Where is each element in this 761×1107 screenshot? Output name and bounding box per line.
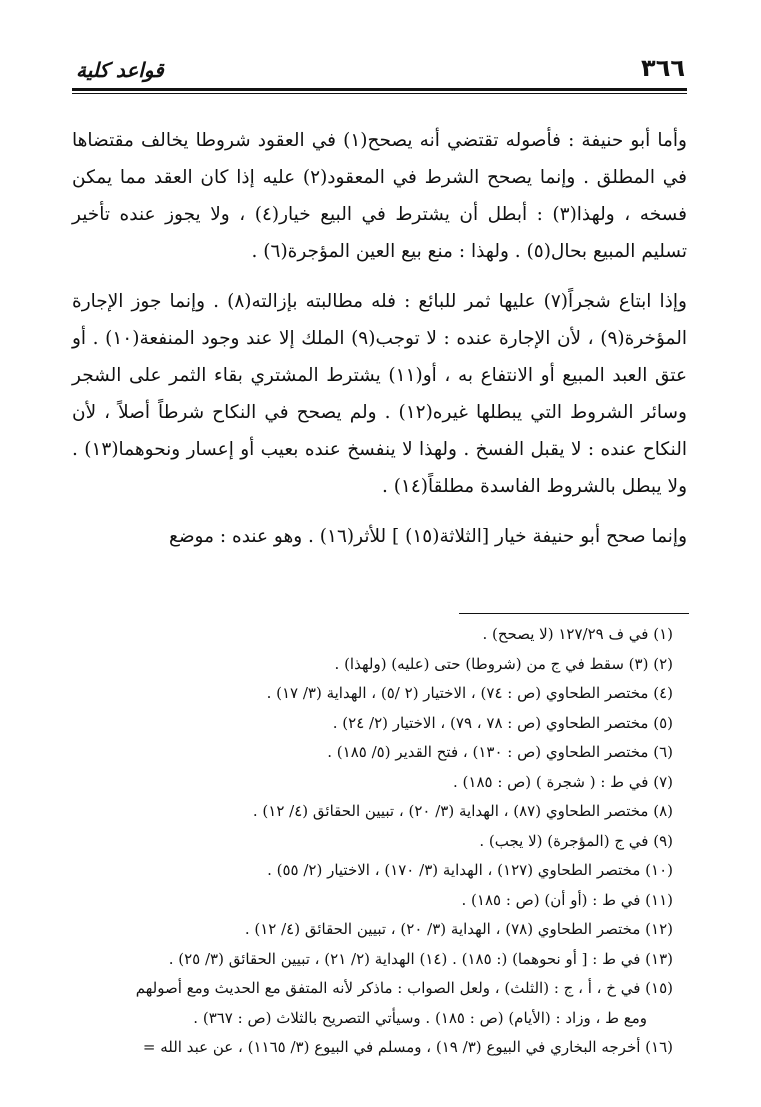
footnote-4: (٤) مختصر الطحاوي (ص : ٧٤) ، الاختيار (٢ /٥) ، الهداية (٣/ ١٧) . [266,684,673,702]
footnote-1: (١) في ف ١٢٧/٢٩ (لا يصحح) . [482,625,673,643]
footnotes [72,620,687,1063]
footnote-8: (٨) مختصر الطحاوي (٨٧) ، الهداية (٣/ ٢٠) ، تبيين الحقائق (٤/ ١٢) . [252,802,673,820]
running-header [72,40,687,86]
footnote-15-continued: ومع ط ، وزاد : (الأيام) (ص : ١٨٥) . وسيأتي التصريح بالثلاث (ص : ٣٦٧) . [193,1008,647,1027]
footnote-9: (٩) في ج (المؤجرة) (لا يجب) . [479,831,673,850]
footnote-16: (١٦) أخرجه البخاري في البيوع (٣/ ١٩) ، ومسلم في البيوع (٣/ ١١٦٥) ، عن عبد الله = [142,1038,673,1056]
footnote-2-3: (٢) (٣) سقط في ج من (شروطا) حتى (عليه) (ولهذا) . [334,654,673,673]
footnote-10: (١٠) مختصر الطحاوي (١٢٧) ، الهداية (٣/ ١٧٠) ، الاختيار (٢/ ٥٥) . [267,861,673,879]
footnote-15: (١٥) في خ ، أ ، ج : (الثلث) ، ولعل الصواب : ماذكر لأنه المتفق مع الحديث ومع أصولهم [135,979,673,997]
main-text [72,122,687,568]
footnote-divider [459,613,689,614]
book-title: قواعد كلية [76,58,164,82]
paragraph-3: وإنما صحح أبو حنيفة خيار [الثلاثة(١٥) ] للأثر(١٦) . وهو عنده : موضع [169,526,687,547]
header-rule [72,88,687,91]
footnote-11: (١١) في ط : (أو أن) (ص : ١٨٥) . [461,890,673,909]
footnote-5: (٥) مختصر الطحاوي (ص : ٧٨ ، ٧٩) ، الاختيار (٢/ ٢٤) . [332,713,673,732]
footnote-6: (٦) مختصر الطحاوي (ص : ١٣٠) ، فتح القدير (٥/ ١٨٥) . [327,743,673,761]
page-number: ٣٦٦ [641,54,685,82]
footnote-7: (٧) في ط : ( شجرة ) (ص : ١٨٥) . [453,772,673,791]
paragraph-1: وأما أبو حنيفة : فأصوله تقتضي أنه يصحح(١) في العقود شروطا يخالف مقتضاها في المطلق . وإنما يصحح الشرط في المعقود(٢) عليه إذا كان العقد مما يمكن فسخه ، ولهذا(٣) : أبطل أن يشترط في البيع خيار(٤) ، ولا يجوز عنده تأخير تسليم المبيع بحال(٥) . ولهذا : منع بيع العين المؤجرة(٦) . [72,130,687,262]
footnote-13-14: (١٣) في ط : [ أو نحوهما) (: ١٨٥) . (١٤) الهداية (٢/ ٢١) ، تبيين الحقائق (٣/ ٢٥) . [168,949,673,968]
header-rule-thin [72,93,687,94]
footnote-12: (١٢) مختصر الطحاوي (٧٨) ، الهداية (٣/ ٢٠) ، تبيين الحقائق (٤/ ١٢) . [244,920,673,938]
paragraph-2: وإذا ابتاع شجراً(٧) عليها ثمر للبائع : فله مطالبته بإزالته(٨) . وإنما جوز الإجارة المؤخرة(٩) ، لأن الإجارة عنده : لا توجب(٩) الملك إلا عند وجود المنفعة(١٠) . أو عتق العبد المبيع أو الانتفاع به ، أو(١١) يشترط المشتري بقاء الثمر على الشجر وسائر الشروط التي يبطلها غيره(١٢) . ولم يصحح في النكاح شرطاً أصلاً ، لأن النكاح عنده : لا يقبل الفسخ . ولهذا لا ينفسخ عنده بعيب أو إعسار ونحوهما(١٣) . ولا يبطل بالشروط الفاسدة مطلقاً(١٤) . [72,291,687,497]
